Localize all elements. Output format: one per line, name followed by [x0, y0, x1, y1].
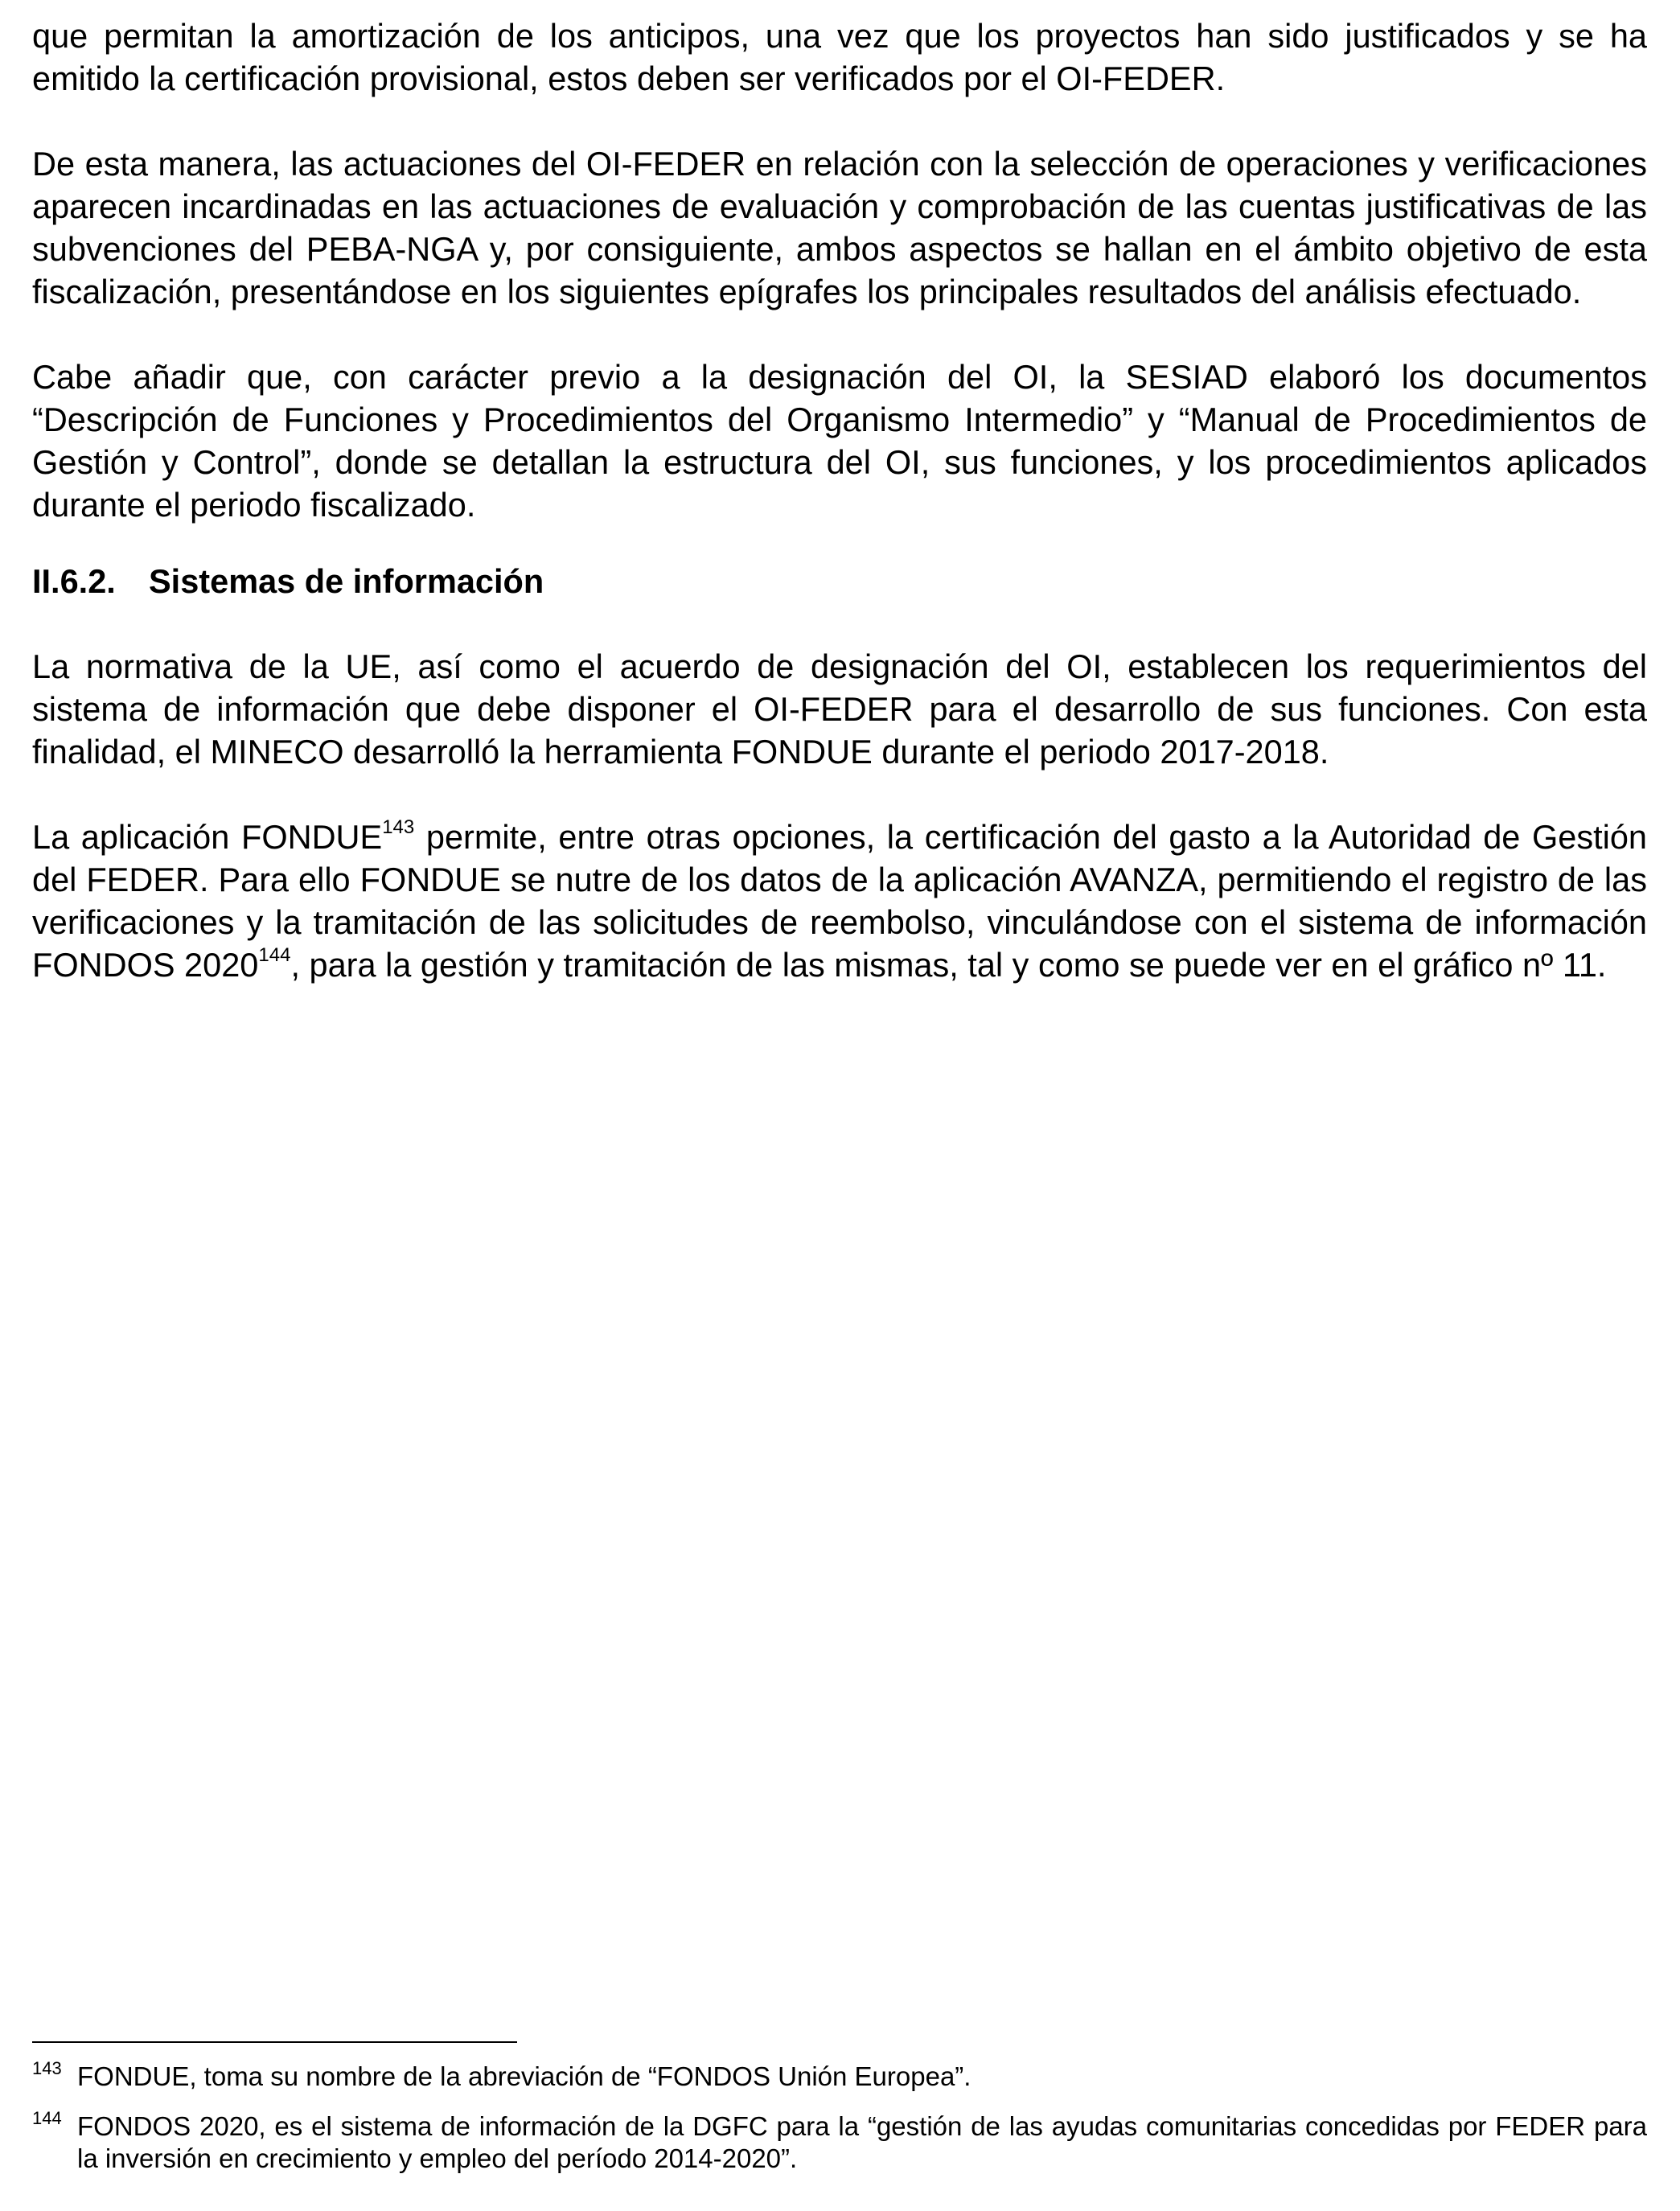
paragraph-fondue-part-a: La aplicación FONDUE [32, 818, 383, 856]
section-heading [32, 560, 1647, 602]
footnote-ref-143[interactable]: 143 [382, 816, 415, 839]
footnote-text: FONDOS 2020, es el sistema de información de la DGFC para la “gestión de las ayudas comunitarias concedidas por FEDER para la inversión en crecimiento y empleo del período 2014-2020”. [77, 2111, 1647, 2173]
document-page [32, 14, 1647, 986]
section-title: Sistemas de información [149, 562, 544, 600]
paragraph-documentos: Cabe añadir que, con carácter previo a la designación del OI, la SESIAD elaboró los documentos “Descripción de Funciones y Procedimientos del Organismo Intermedio” y “Manual de Procedimientos de Gestión y Control”, donde se detallan la estructura del OI, sus funciones, y los procedimientos aplicados durante el periodo fiscalizado. [32, 358, 1647, 524]
footnote-mark: 144 [32, 2108, 62, 2128]
footnote-144 [32, 2110, 1647, 2175]
paragraph-actuaciones: De esta manera, las actuaciones del OI-FEDER en relación con la selección de operaciones y verificaciones aparecen incardinadas en las actuaciones de evaluación y comprobación de las cuentas justificativas de las subvenciones del PEBA-NGA y, por consiguiente, ambos aspectos se hallan en el ámbito objetivo de esta fiscalización, presentándose en los siguientes epígrafes los principales resultados del análisis efectuado. [32, 145, 1647, 310]
section-number: II.6.2. [32, 562, 116, 600]
footnote-143 [32, 2058, 1647, 2093]
paragraph-fondue-part-b: permite, entre otras opciones, la certificación del gasto a la Autoridad de Gestión del FEDER. Para ello FONDUE se nutre de los datos de la aplicación AVANZA, permitiendo el registro de las verificaciones y la tramitación de las solicitudes de reembolso, vinculándose con el sistema de información FONDOS 2020 [32, 818, 1647, 984]
footnote-mark: 143 [32, 2058, 62, 2078]
footnote-separator [32, 2041, 517, 2043]
footnote-ref-144[interactable]: 144 [258, 944, 291, 967]
paragraph-fondue [32, 816, 1647, 986]
paragraph-fondue-part-c: , para la gestión y tramitación de las mismas, tal y como se puede ver en el gráfico nº 11. [290, 946, 1607, 984]
paragraph-normativa: La normativa de la UE, así como el acuerdo de designación del OI, establecen los requerimientos del sistema de información que debe disponer el OI-FEDER para el desarrollo de sus funciones. Con esta finalidad, el MINECO desarrolló la herramienta FONDUE durante el periodo 2017-2018. [32, 647, 1647, 771]
footnotes [32, 2041, 1647, 2193]
footnote-text: FONDUE, toma su nombre de la abreviación de “FONDOS Unión Europea”. [77, 2061, 971, 2091]
paragraph-anticipos: que permitan la amortización de los anticipos, una vez que los proyectos han sido justificados y se ha emitido la certificación provisional, estos deben ser verificados por el OI-FEDER. [32, 17, 1647, 97]
